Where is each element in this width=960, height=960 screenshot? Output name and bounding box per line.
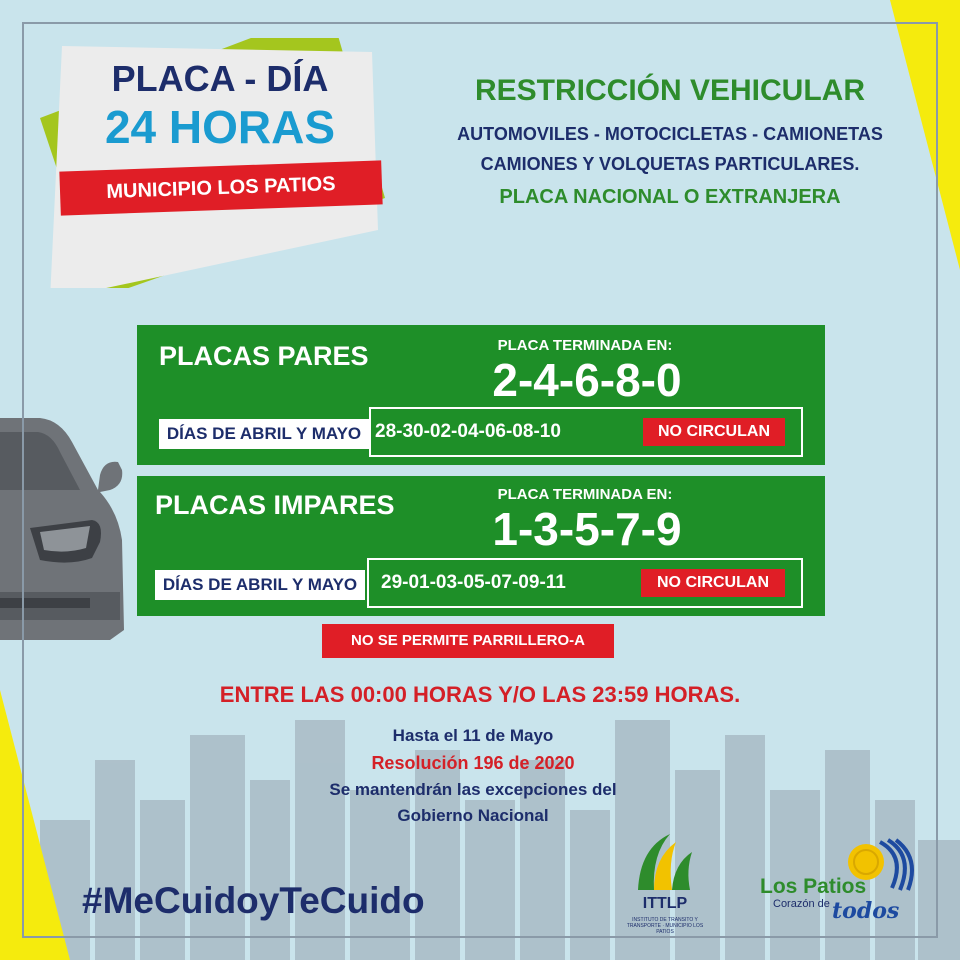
vehicles-line-2: CAMIONES Y VOLQUETAS PARTICULARES. [480,154,860,174]
plate-origin: PLACA NACIONAL O EXTRANJERA [499,186,841,208]
corazon-label: Corazón de [773,898,830,910]
impares-days-label: DÍAS DE ABRIL Y MAYO [155,570,365,600]
municipio-banner: MUNICIPIO LOS PATIOS [59,160,382,215]
impares-terminada-label: PLACA TERMINADA EN: [497,486,673,503]
resolution: Resolución 196 de 2020 [371,753,575,773]
until-date: Hasta el 11 de Mayo [392,726,554,745]
pares-dates-box [369,407,803,457]
pares-no-circulan: NO CIRCULAN [643,418,785,446]
exceptions-line-2: Gobierno Nacional [397,806,549,825]
pares-dates: 28-30-02-04-06-08-10 [375,421,561,442]
title-24-horas: 24 HORAS [104,101,336,153]
impares-digits: 1-3-5-7-9 [492,503,682,555]
ittlp-logo-icon [630,828,702,896]
impares-label: PLACAS IMPARES [155,490,395,520]
vehicles-line-1: AUTOMOVILES - MOTOCICLETAS - CAMIONETAS [457,124,883,144]
schedule-text: ENTRE LAS 00:00 HORAS Y/O LAS 23:59 HORAS. [219,682,741,707]
impares-no-circulan: NO CIRCULAN [641,569,785,597]
title-placa-dia: PLACA - DÍA [111,58,329,99]
pares-terminada-label: PLACA TERMINADA EN: [497,337,673,354]
restriction-heading: RESTRICCIÓN VEHICULAR [474,74,865,107]
hashtag: #MeCuidoyTeCuido [82,880,425,921]
parrillero-notice: NO SE PERMITE PARRILLERO-A [322,624,614,658]
todos-label: todos [832,898,900,924]
pares-days-label: DÍAS DE ABRIL Y MAYO [159,419,369,449]
pares-label: PLACAS PARES [159,341,369,371]
ittlp-sublabel: INSTITUTO DE TRANSITO Y TRANSPORTE · MUNICIPIO LOS PATIOS [626,917,704,935]
impares-dates-box [367,558,803,608]
impares-panel [137,476,825,616]
impares-dates: 29-01-03-05-07-09-11 [381,572,566,593]
pares-digits: 2-4-6-8-0 [492,354,682,406]
exceptions-line-1: Se mantendrán las excepciones del [329,780,617,799]
ittlp-label: ITTLP [642,895,688,912]
los-patios-label: Los Patios [760,875,867,898]
pares-panel [137,325,825,465]
